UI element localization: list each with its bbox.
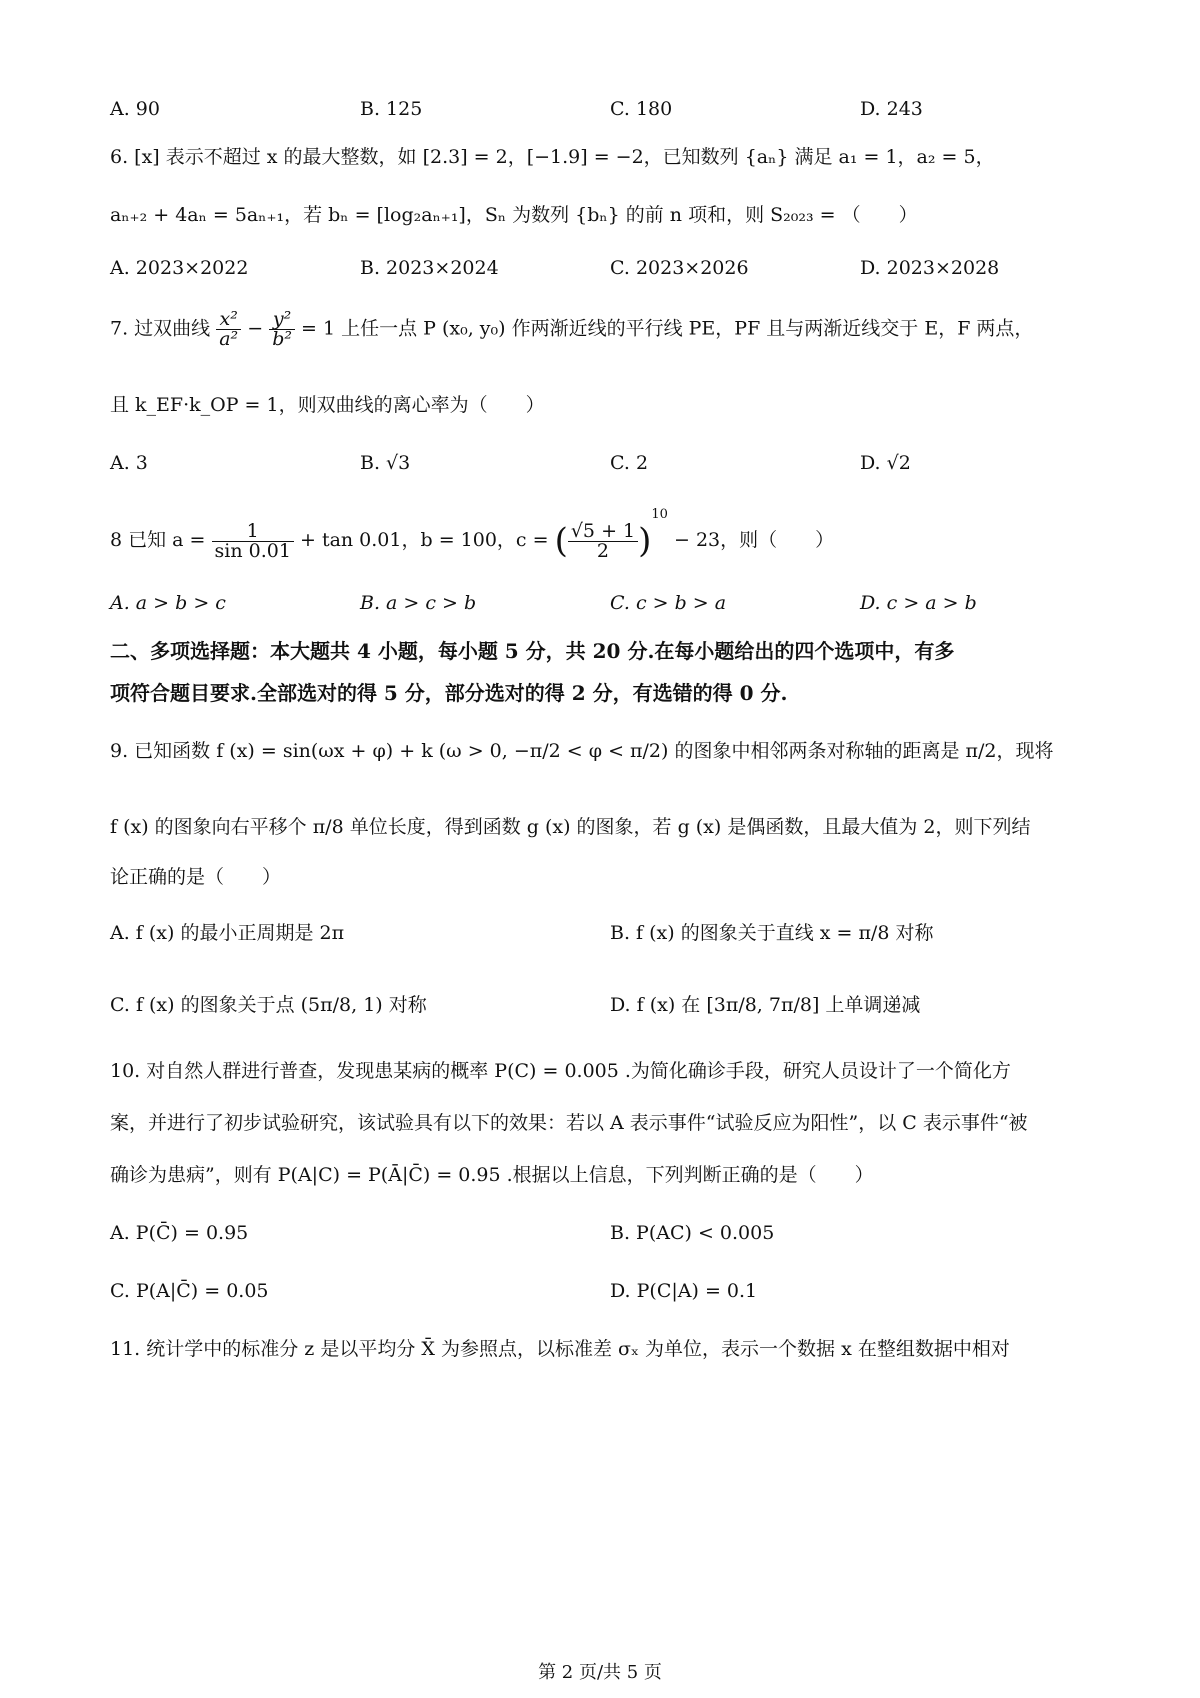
q10-line-2: 案，并进行了初步试验研究，该试验具有以下的效果：若以 A 表示事件“试验反应为阳性”，以 C 表示事件“被 xyxy=(110,1112,1028,1134)
q5-option-a: A. 90 xyxy=(110,98,160,120)
q10-options-row-2 xyxy=(110,1280,1110,1310)
q7-fraction-y xyxy=(269,310,295,349)
section2-heading-line-2: 项符合题目要求.全部选对的得 5 分，部分选对的得 2 分，有选错的得 0 分. xyxy=(110,681,788,705)
q9-option-a: A. f (x) 的最小正周期是 2π xyxy=(110,922,345,944)
q7-frac1-num: x² xyxy=(216,310,241,330)
q7-line-1 xyxy=(110,310,1033,349)
q8-mid: + tan 0.01，b = 100，c = xyxy=(299,529,549,551)
page-footer: 第 2 页/共 5 页 xyxy=(538,1662,662,1683)
q8-fraction-a xyxy=(212,519,294,562)
q7-option-c: C. 2 xyxy=(610,452,649,474)
q10-option-b: B. P(AC) < 0.005 xyxy=(610,1222,775,1244)
q10-option-d: D. P(C|A) = 0.1 xyxy=(610,1280,758,1302)
q9-option-d: D. f (x) 在 [3π/8, 7π/8] 上单调递减 xyxy=(610,994,921,1016)
q7-fraction-x xyxy=(216,310,241,349)
q8-fraction-c xyxy=(568,519,638,562)
q7-options xyxy=(110,452,1110,482)
q5-option-d: D. 243 xyxy=(860,98,923,120)
q6-option-c: C. 2023×2026 xyxy=(610,257,749,279)
q10-option-c: C. P(A|C̄) = 0.05 xyxy=(110,1280,269,1302)
q10-line-1: 10. 对自然人群进行普查，发现患某病的概率 P(C) = 0.005 .为简化确诊手段，研究人员设计了一个简化方 xyxy=(110,1060,1011,1082)
q10-line-3: 确诊为患病”，则有 P(A|C) = P(Ā|C̄) = 0.95 .根据以上信息，下列判断正确的是（ ） xyxy=(110,1164,874,1186)
q5-option-c: C. 180 xyxy=(610,98,673,120)
q9-line-1: 9. 已知函数 f (x) = sin(ωx + φ) + k (ω > 0, −π/2 < φ < π/2) 的图象中相邻两条对称轴的距离是 π/2，现将 xyxy=(110,740,1054,762)
q8-frac-c-den: 2 xyxy=(596,539,610,562)
q8-right-paren: ) xyxy=(638,521,652,561)
q9-line-3: 论正确的是（ ） xyxy=(110,866,282,888)
q8-left-paren: ( xyxy=(554,521,568,561)
q9-options-row-2 xyxy=(110,990,1110,1020)
q7-line-2: 且 k_EF·k_OP = 1，则双曲线的离心率为（ ） xyxy=(110,394,545,416)
q7-option-a: A. 3 xyxy=(110,452,148,474)
q9-option-c: C. f (x) 的图象关于点 (5π/8, 1) 对称 xyxy=(110,994,427,1016)
q8-line xyxy=(110,508,834,561)
q7-frac2-den: b² xyxy=(272,328,292,350)
q8-suffix: − 23，则（ ） xyxy=(673,529,835,551)
q8-option-b: B. a > c > b xyxy=(360,592,477,614)
q7-minus: − xyxy=(247,317,264,340)
q7-option-d: D. √2 xyxy=(860,452,911,474)
q6-line-2: aₙ₊₂ + 4aₙ = 5aₙ₊₁，若 bₙ = [log₂aₙ₊₁]，Sₙ 为数列 {bₙ} 的前 n 项和，则 S₂₀₂₃ = （ ） xyxy=(110,204,918,226)
q7-frac2-num: y² xyxy=(269,310,295,330)
q9-option-b: B. f (x) 的图象关于直线 x = π/8 对称 xyxy=(610,922,934,944)
q7-option-b: B. √3 xyxy=(360,452,411,474)
q6-line-1: 6. [x] 表示不超过 x 的最大整数，如 [2.3] = 2，[−1.9] = −2，已知数列 {aₙ} 满足 a₁ = 1，a₂ = 5， xyxy=(110,146,995,168)
q8-frac-a-den: sin 0.01 xyxy=(214,539,291,562)
q6-option-a: A. 2023×2022 xyxy=(110,257,249,279)
q7-prefix: 7. 过双曲线 xyxy=(110,317,211,340)
q9-options-row-1 xyxy=(110,918,1110,948)
q6-options xyxy=(110,257,1110,287)
q5-options xyxy=(110,98,1110,128)
q8-option-d: D. c > a > b xyxy=(860,592,977,614)
q8-option-a: A. a > b > c xyxy=(110,592,226,614)
q8-frac-a-num: 1 xyxy=(212,522,294,542)
section2-heading-line-1: 二、多项选择题：本大题共 4 小题，每小题 5 分，共 20 分.在每小题给出的四个选项中，有多 xyxy=(110,639,955,663)
q10-option-a: A. P(C̄) = 0.95 xyxy=(110,1222,249,1244)
q8-options xyxy=(110,592,1110,622)
q6-option-b: B. 2023×2024 xyxy=(360,257,499,279)
q5-option-b: B. 125 xyxy=(360,98,423,120)
q8-exponent: 10 xyxy=(651,507,668,522)
q7-suffix: = 1 上任一点 P (x₀, y₀) 作两渐近线的平行线 PE，PF 且与两渐近线交于 E，F 两点， xyxy=(301,317,1034,340)
q9-line-2: f (x) 的图象向右平移个 π/8 单位长度，得到函数 g (x) 的图象，若 g (x) 是偶函数，且最大值为 2，则下列结 xyxy=(110,816,1031,838)
q8-frac-c-num: √5 + 1 xyxy=(568,522,638,542)
q10-options-row-1 xyxy=(110,1222,1110,1252)
q8-option-c: C. c > b > a xyxy=(610,592,727,614)
q6-option-d: D. 2023×2028 xyxy=(860,257,1000,279)
q11-line-1: 11. 统计学中的标准分 z 是以平均分 X̄ 为参照点，以标准差 σₓ 为单位，表示一个数据 x 在整组数据中相对 xyxy=(110,1338,1010,1360)
q8-prefix: 8 已知 a = xyxy=(110,529,206,551)
q7-frac1-den: a² xyxy=(219,328,239,350)
